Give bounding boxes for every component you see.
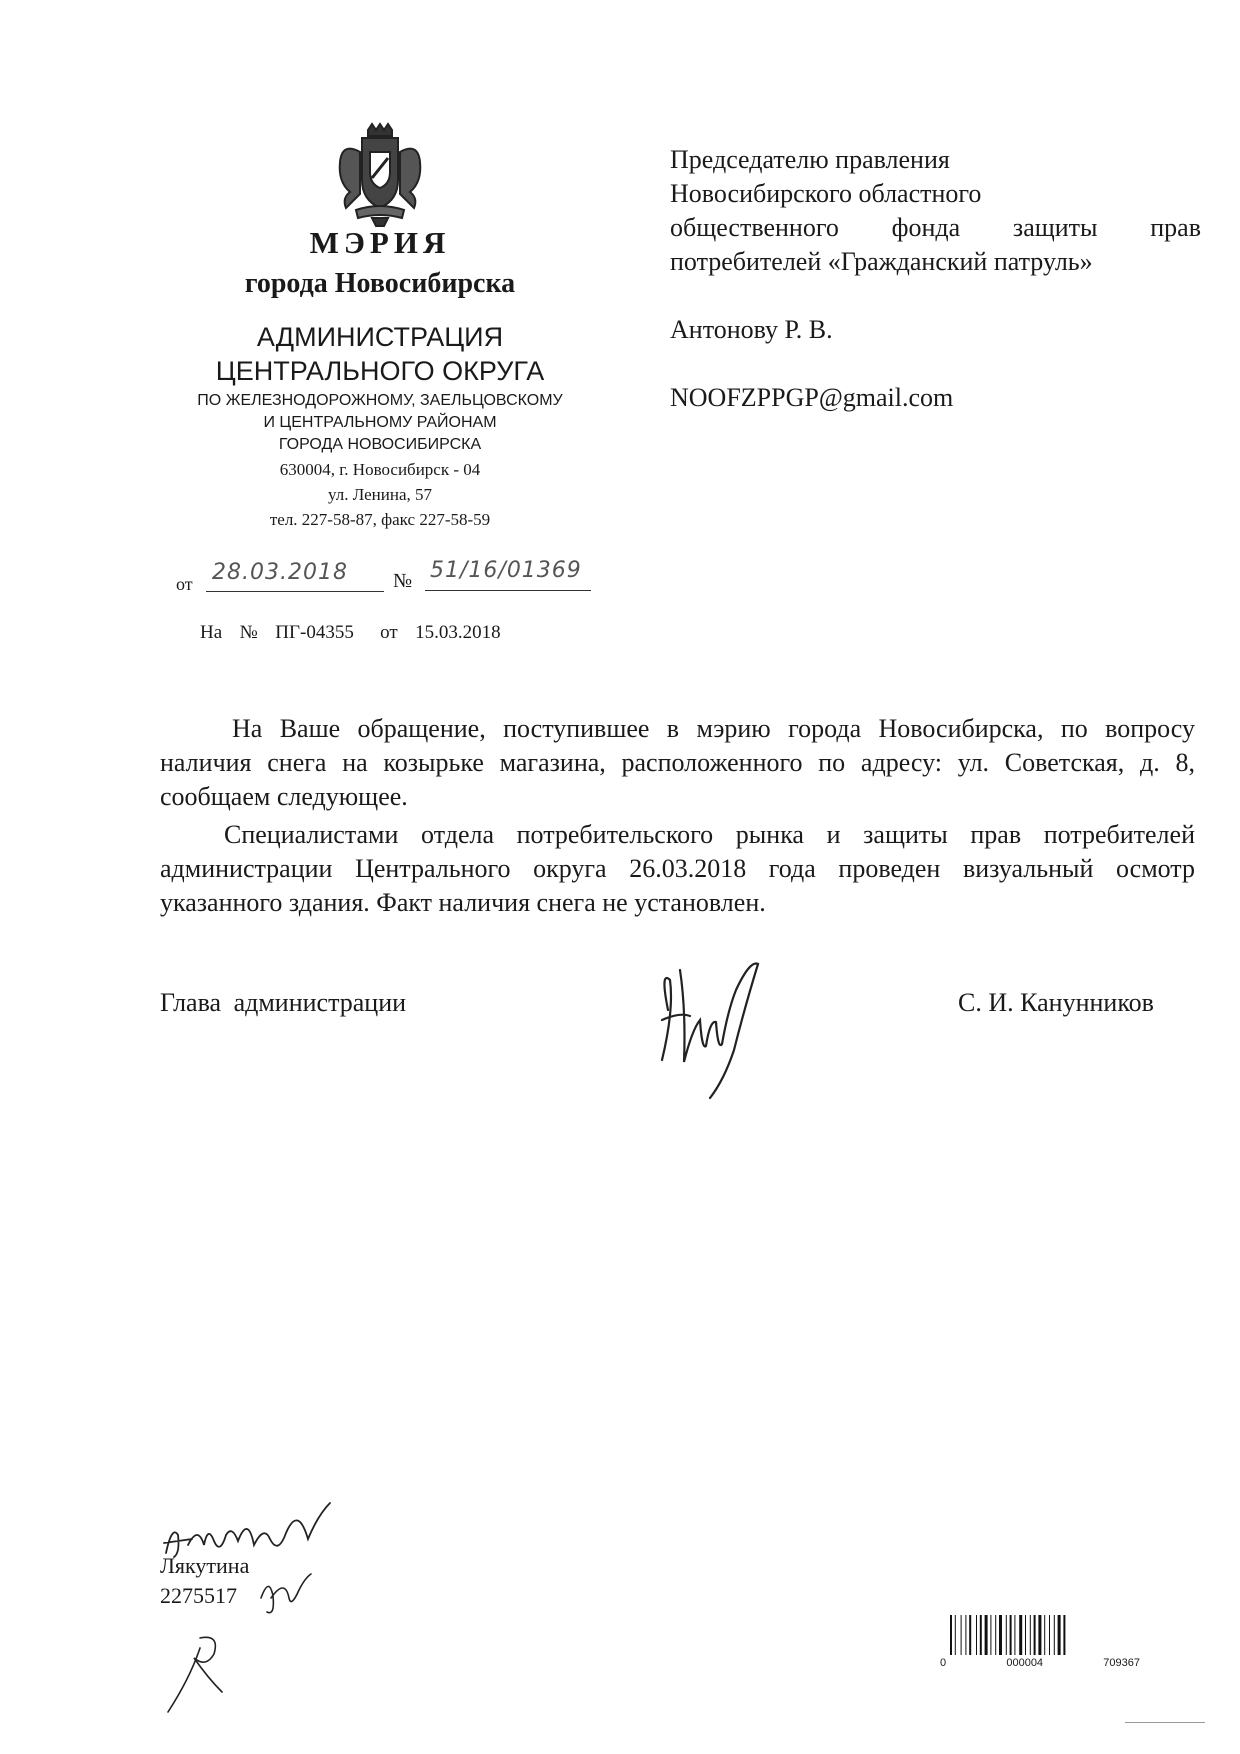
street-address: ул. Ленина, 57: [327, 485, 433, 504]
number-label: №: [393, 570, 413, 592]
signatory-name: С. И. Канунников: [958, 988, 1154, 1017]
city-title: города Новосибирска: [244, 268, 516, 299]
barcode-digits: [940, 1657, 1140, 1669]
barcode-bar: [976, 1615, 977, 1655]
recipient-email: NOOFZPPGP@gmail.com: [670, 383, 954, 412]
recipient-line: потребителей «Гражданский патруль»: [670, 247, 1093, 276]
body-paragraph: Специалистами отдела потребительского рынка и защиты прав потребителей администрации Центрального округа 26.03.2018 года проведен визуальный осмотр указанного здания. Факт наличия снега не установлен.: [160, 820, 1195, 917]
districts-line: ГОРОДА НОВОСИБИРСКА: [278, 436, 482, 453]
barcode-bar: [1019, 1615, 1022, 1655]
recipient-line: Председателю правления: [670, 145, 950, 174]
districts-line: ПО ЖЕЛЕЗНОДОРОЖНОМУ, ЗАЕЛЬЦОВСКОМУ: [197, 392, 563, 409]
recipient-word: общественного: [670, 213, 839, 242]
barcode-bar: [1034, 1615, 1036, 1655]
barcode-bar: [980, 1615, 982, 1655]
mayoralty-title: МЭРИЯ: [309, 225, 451, 260]
signatory-position: Глава администрации: [160, 988, 407, 1017]
barcode-bar: [1063, 1615, 1065, 1655]
district-title: ЦЕНТРАЛЬНОГО ОКРУГА: [215, 356, 545, 386]
barcode-bar: [969, 1615, 971, 1655]
barcode-bar: [1038, 1615, 1041, 1655]
scribble-mark: [160, 1628, 240, 1718]
date-underline: [206, 591, 384, 592]
barcode-digit-group: 709367: [1103, 1657, 1140, 1669]
handwritten-signature: [640, 950, 770, 1120]
barcode-bar: [999, 1615, 1002, 1655]
barcode-digit-group: 000004: [1006, 1657, 1044, 1669]
city-coat-of-arms-icon: [332, 122, 428, 232]
barcode-bar: [1014, 1615, 1015, 1655]
body-paragraph: На Ваше обращение, поступившее в мэрию города Новосибирска, по вопросу наличия снега на козырьке магазина, расположенного по адресу: ул. Советская, д. 8, сообщаем следующее.: [160, 714, 1195, 811]
barcode-bar: [1049, 1615, 1050, 1655]
barcode-bar: [1044, 1615, 1045, 1655]
recipient-line: [670, 211, 1201, 245]
outgoing-number: 51/16/01369: [430, 558, 582, 583]
recipient-name: Антонову Р. В.: [670, 315, 833, 344]
divider: [1125, 1722, 1205, 1723]
executor-initials: [255, 1568, 315, 1618]
barcode-bar: [1030, 1615, 1031, 1655]
recipient-word: фонда: [891, 213, 961, 242]
barcode-bar: [1010, 1615, 1012, 1655]
barcode-bar: [1006, 1615, 1007, 1655]
barcode-bar: [1058, 1615, 1061, 1655]
barcode-bar: [990, 1615, 991, 1655]
outgoing-date: 28.03.2018: [212, 560, 348, 585]
barcode-bar: [995, 1615, 996, 1655]
recipient-block: [670, 143, 1210, 279]
recipient-word: прав: [1150, 213, 1201, 242]
contact-phones: тел. 227-58-87, факс 227-58-59: [269, 510, 491, 529]
number-underline: [425, 590, 591, 591]
date-label: от: [176, 574, 193, 594]
barcode-bar: [965, 1615, 966, 1655]
executor-phone: 2275517: [160, 1583, 237, 1608]
barcode-bar: [961, 1615, 962, 1655]
administration-title: АДМИНИСТРАЦИЯ: [256, 322, 504, 352]
reply-reference: На № ПГ-04355 от 15.03.2018: [200, 622, 501, 643]
barcode-bar: [1025, 1615, 1026, 1655]
barcode-bar: [955, 1615, 956, 1655]
recipient-word: защиты: [1012, 213, 1098, 242]
barcode-digit-group: 0: [940, 1657, 947, 1669]
executor-name: Лякутина: [160, 1553, 250, 1578]
barcode-bar: [1054, 1615, 1055, 1655]
barcode-bar: [985, 1615, 988, 1655]
districts-line: И ЦЕНТРАЛЬНОМУ РАЙОНАМ: [263, 414, 497, 431]
postal-address: 630004, г. Новосибирск - 04: [279, 460, 481, 479]
recipient-line: Новосибирского областного: [670, 179, 982, 208]
barcode-bar: [950, 1615, 952, 1655]
